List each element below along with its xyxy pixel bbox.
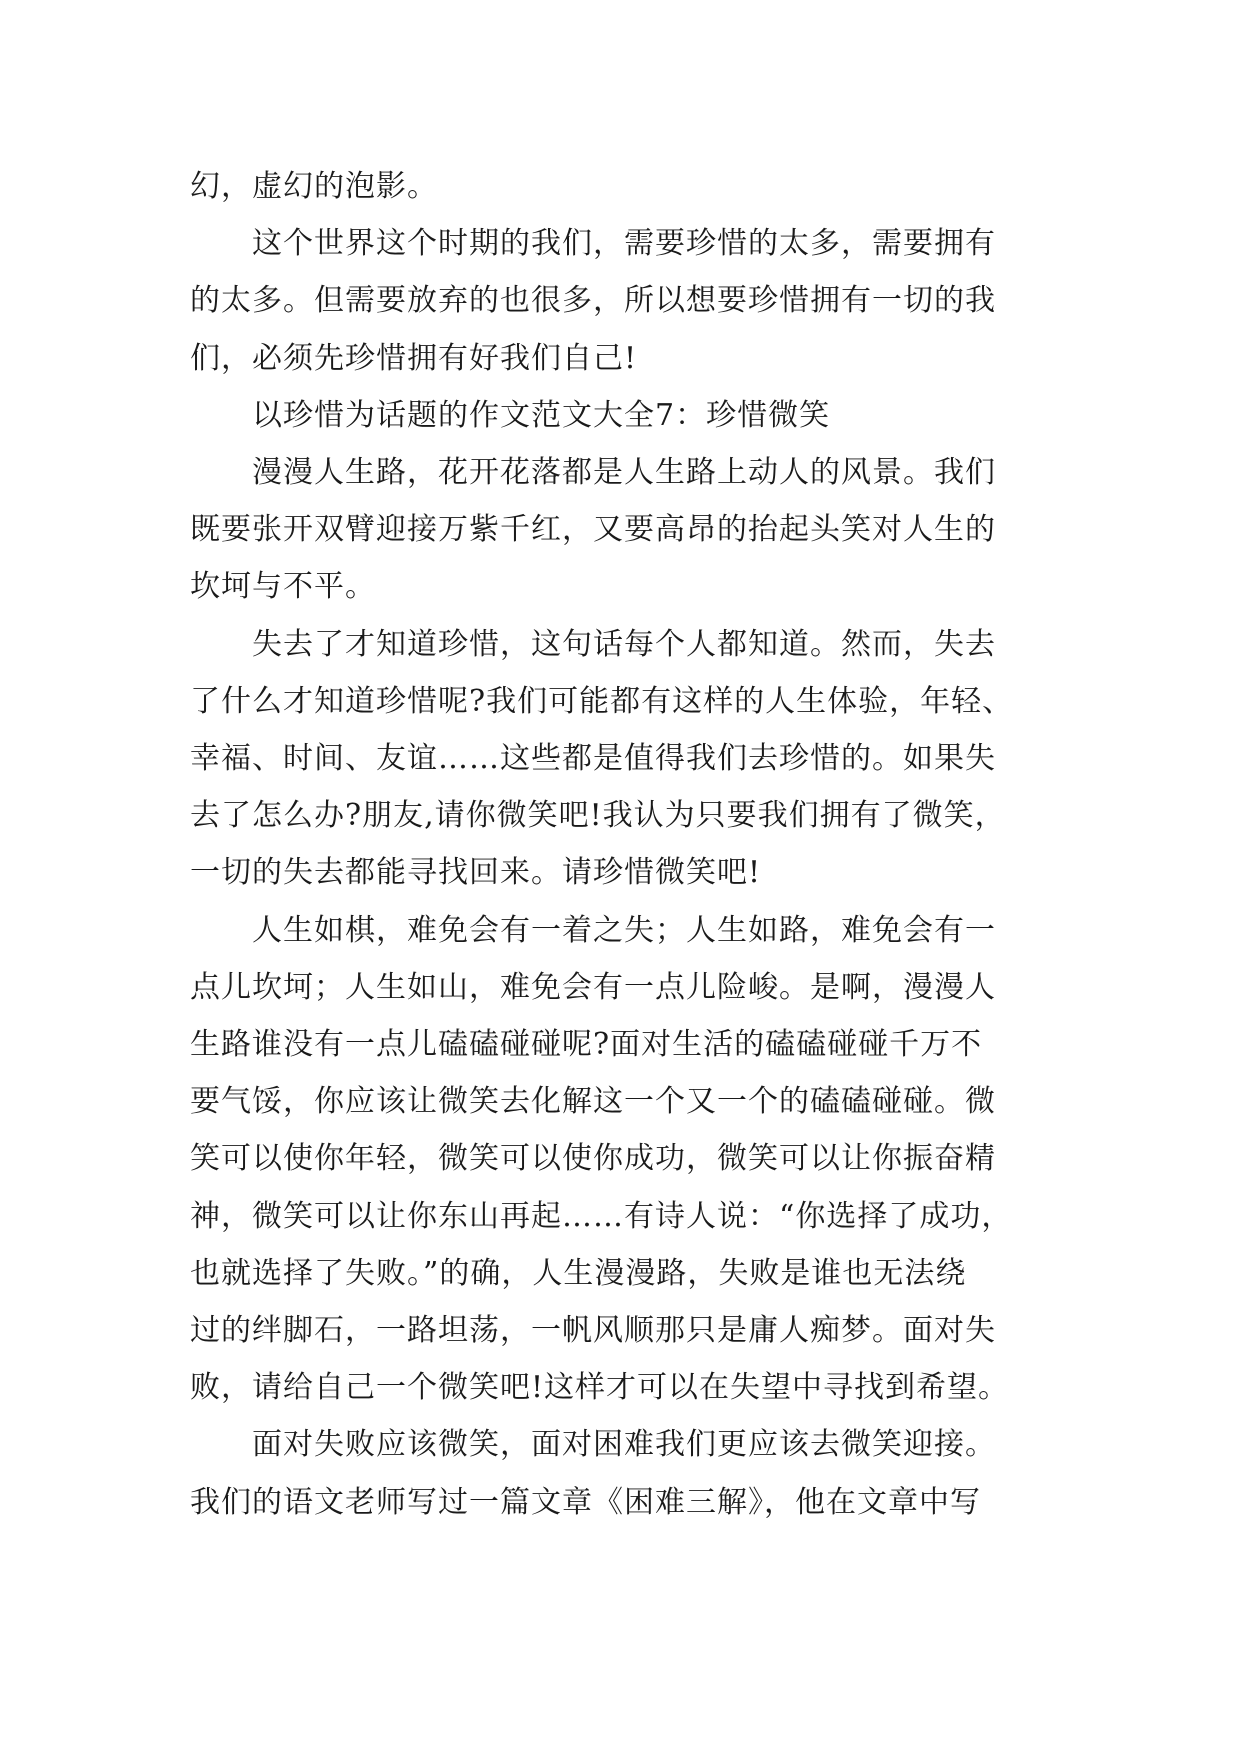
text-line: 我们的语文老师写过一篇文章《困难三解》，他在文章中写	[190, 1484, 981, 1520]
text-line: 一切的失去都能寻找回来。请珍惜微笑吧!	[190, 855, 762, 891]
text-line: 也就选择了失败。”的确，人生漫漫路，失败是谁也无法绕	[190, 1255, 967, 1291]
text-line: 失去了才知道珍惜，这句话每个人都知道。然而，失去	[252, 626, 996, 662]
text-line: 这个世界这个时期的我们，需要珍惜的太多，需要拥有	[252, 226, 996, 262]
text-line: 点儿坎坷；人生如山，难免会有一点儿险峻。是啊，漫漫人	[190, 969, 996, 1005]
text-line: 幸福、时间、友谊……这些都是值得我们去珍惜的。如果失	[190, 741, 996, 777]
text-line: 过的绊脚石，一路坦荡，一帆风顺那只是庸人痴梦。面对失	[190, 1313, 996, 1349]
text-line: 生路谁没有一点儿磕磕碰碰呢?面对生活的磕磕碰碰千万不	[190, 1027, 983, 1063]
text-line: 败，请给自己一个微笑吧!这样才可以在失望中寻找到希望。	[190, 1370, 1010, 1406]
text-line: 要气馁，你应该让微笑去化解这一个又一个的磕磕碰碰。微	[190, 1084, 996, 1120]
text-line: 去了怎么办?朋友,请你微笑吧!我认为只要我们拥有了微笑，	[190, 798, 1006, 834]
text-line: 面对失败应该微笑，面对困难我们更应该去微笑迎接。	[252, 1427, 996, 1463]
text-line: 们，必须先珍惜拥有好我们自己!	[190, 340, 638, 376]
text-line: 幻，虚幻的泡影。	[190, 169, 438, 204]
text-line: 的太多。但需要放弃的也很多，所以想要珍惜拥有一切的我	[190, 283, 996, 319]
text-line: 既要张开双臂迎接万紫千红，又要高昂的抬起头笑对人生的	[190, 512, 996, 548]
document-body	[190, 158, 1070, 1531]
text-line: 坎坷与不平。	[190, 569, 376, 605]
text-line: 笑可以使你年轻，微笑可以使你成功，微笑可以让你振奋精	[190, 1141, 996, 1177]
section-heading: 以珍惜为话题的作文范文大全7：珍惜微笑	[252, 397, 831, 433]
text-line: 漫漫人生路，花开花落都是人生路上动人的风景。我们	[252, 455, 996, 491]
text-line: 神，微笑可以让你东山再起……有诗人说：“你选择了成功，	[190, 1198, 1013, 1234]
text-line: 人生如棋，难免会有一着之失；人生如路，难免会有一	[252, 912, 996, 948]
text-line: 了什么才知道珍惜呢?我们可能都有这样的人生体验，年轻、	[190, 683, 1014, 719]
